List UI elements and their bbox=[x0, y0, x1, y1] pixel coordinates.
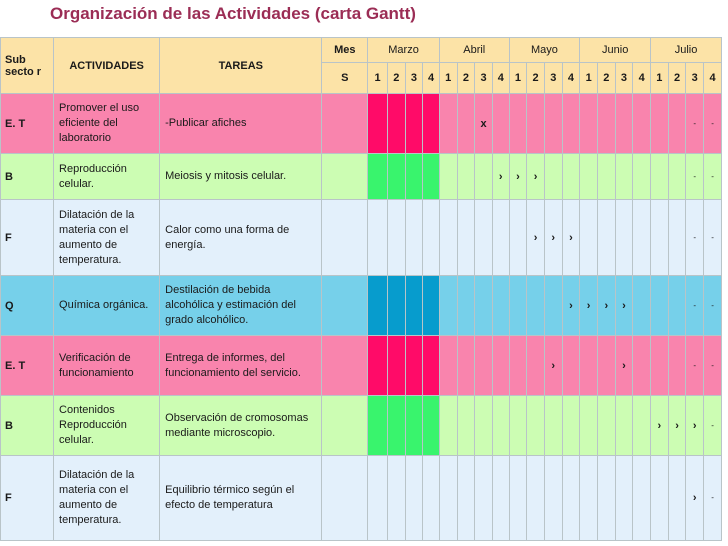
week-cell bbox=[633, 456, 651, 541]
week-cell bbox=[562, 336, 580, 396]
week-cell bbox=[423, 456, 440, 541]
week-cell bbox=[405, 154, 423, 200]
week-mark: - bbox=[686, 94, 704, 154]
week-mark: › bbox=[544, 336, 562, 396]
week-mark: - bbox=[686, 200, 704, 276]
week-cell bbox=[439, 276, 457, 336]
week-cell bbox=[492, 456, 509, 541]
week-mark: › bbox=[562, 276, 580, 336]
header-week: 4 bbox=[492, 63, 509, 94]
week-cell bbox=[509, 200, 527, 276]
week-mark: › bbox=[492, 154, 509, 200]
week-cell bbox=[651, 276, 669, 336]
row-tarea: -Publicar afiches bbox=[160, 94, 322, 154]
header-week: 3 bbox=[544, 63, 562, 94]
week-mark: › bbox=[651, 396, 669, 456]
week-mark: › bbox=[527, 200, 545, 276]
row-actividad: Química orgánica. bbox=[54, 276, 160, 336]
gantt-table bbox=[0, 37, 722, 541]
row-subsector: F bbox=[1, 456, 54, 541]
week-mark: › bbox=[562, 200, 580, 276]
week-cell bbox=[423, 396, 440, 456]
row-subsector: E. T bbox=[1, 94, 54, 154]
week-mark: - bbox=[686, 276, 704, 336]
header-actividades: ACTIVIDADES bbox=[54, 38, 160, 94]
week-cell bbox=[439, 94, 457, 154]
week-cell bbox=[597, 200, 615, 276]
week-cell bbox=[651, 456, 669, 541]
header-tareas: TAREAS bbox=[160, 38, 322, 94]
week-cell bbox=[387, 276, 405, 336]
header-week: 4 bbox=[704, 63, 722, 94]
row-actividad: Dilatación de la materia con el aumento de temperatura. bbox=[54, 456, 160, 541]
row-mes-cell bbox=[322, 336, 368, 396]
table-row bbox=[1, 94, 722, 154]
week-cell bbox=[668, 276, 686, 336]
week-cell bbox=[439, 456, 457, 541]
row-mes-cell bbox=[322, 456, 368, 541]
header-week: 4 bbox=[633, 63, 651, 94]
row-subsector: B bbox=[1, 154, 54, 200]
row-tarea: Equilibrio térmico según el efecto de temperatura bbox=[160, 456, 322, 541]
week-cell bbox=[633, 336, 651, 396]
week-cell bbox=[475, 200, 493, 276]
week-cell bbox=[615, 200, 633, 276]
week-cell bbox=[457, 154, 475, 200]
header-week: 3 bbox=[686, 63, 704, 94]
week-cell bbox=[562, 396, 580, 456]
row-tarea: Calor como una forma de energía. bbox=[160, 200, 322, 276]
week-cell bbox=[668, 336, 686, 396]
week-mark: - bbox=[704, 336, 722, 396]
week-cell bbox=[562, 154, 580, 200]
week-mark: › bbox=[615, 276, 633, 336]
gantt-body bbox=[1, 38, 722, 541]
week-cell bbox=[368, 456, 388, 541]
header-week: 1 bbox=[651, 63, 669, 94]
week-cell bbox=[544, 396, 562, 456]
week-cell bbox=[423, 200, 440, 276]
week-cell bbox=[668, 200, 686, 276]
header-week: 2 bbox=[387, 63, 405, 94]
week-cell bbox=[457, 94, 475, 154]
week-cell bbox=[527, 94, 545, 154]
row-subsector: E. T bbox=[1, 336, 54, 396]
week-cell bbox=[562, 456, 580, 541]
header-month-junio: Junio bbox=[580, 38, 651, 63]
week-cell bbox=[509, 276, 527, 336]
week-cell bbox=[580, 336, 598, 396]
week-cell bbox=[475, 276, 493, 336]
week-cell bbox=[668, 456, 686, 541]
header-week: 2 bbox=[668, 63, 686, 94]
row-actividad: Verificación de funcionamiento bbox=[54, 336, 160, 396]
week-cell bbox=[580, 94, 598, 154]
header-month-marzo: Marzo bbox=[368, 38, 440, 63]
header-week: 2 bbox=[457, 63, 475, 94]
week-mark: - bbox=[704, 456, 722, 541]
week-cell bbox=[387, 336, 405, 396]
header-mes: Mes bbox=[322, 38, 368, 63]
week-cell bbox=[492, 336, 509, 396]
week-cell bbox=[580, 200, 598, 276]
week-mark: - bbox=[704, 396, 722, 456]
week-mark: › bbox=[686, 456, 704, 541]
week-cell bbox=[527, 456, 545, 541]
week-cell bbox=[668, 94, 686, 154]
week-cell bbox=[387, 154, 405, 200]
week-cell bbox=[387, 456, 405, 541]
header-subsector: Sub secto r bbox=[1, 38, 54, 94]
page-title: Organización de las Actividades (carta Gantt) bbox=[50, 4, 416, 23]
week-cell bbox=[633, 276, 651, 336]
row-mes-cell bbox=[322, 200, 368, 276]
week-cell bbox=[597, 336, 615, 396]
week-cell bbox=[633, 154, 651, 200]
week-cell bbox=[457, 456, 475, 541]
week-cell bbox=[457, 396, 475, 456]
week-cell bbox=[387, 396, 405, 456]
week-cell bbox=[405, 200, 423, 276]
row-actividad: Reproducción celular. bbox=[54, 154, 160, 200]
week-mark: - bbox=[686, 154, 704, 200]
week-cell bbox=[509, 456, 527, 541]
week-cell bbox=[475, 336, 493, 396]
week-cell bbox=[405, 456, 423, 541]
week-cell bbox=[492, 94, 509, 154]
row-tarea: Observación de cromosomas mediante microscopio. bbox=[160, 396, 322, 456]
week-mark: - bbox=[704, 154, 722, 200]
row-mes-cell bbox=[322, 396, 368, 456]
week-cell bbox=[368, 336, 388, 396]
week-cell bbox=[527, 276, 545, 336]
week-cell bbox=[527, 336, 545, 396]
header-week: 2 bbox=[527, 63, 545, 94]
table-row bbox=[1, 154, 722, 200]
week-cell bbox=[615, 94, 633, 154]
week-cell bbox=[387, 94, 405, 154]
week-cell bbox=[544, 94, 562, 154]
week-cell bbox=[368, 154, 388, 200]
week-cell bbox=[492, 276, 509, 336]
row-actividad: Dilatación de la materia con el aumento de temperatura. bbox=[54, 200, 160, 276]
week-cell bbox=[615, 154, 633, 200]
row-actividad: Promover el uso eficiente del laboratorio bbox=[54, 94, 160, 154]
week-cell bbox=[580, 154, 598, 200]
header-month-julio: Julio bbox=[651, 38, 722, 63]
header-s: S bbox=[322, 63, 368, 94]
row-subsector: Q bbox=[1, 276, 54, 336]
week-cell bbox=[509, 94, 527, 154]
week-cell bbox=[633, 94, 651, 154]
header-week: 3 bbox=[615, 63, 633, 94]
week-cell bbox=[597, 456, 615, 541]
week-cell bbox=[475, 154, 493, 200]
week-cell bbox=[439, 154, 457, 200]
week-cell bbox=[439, 200, 457, 276]
row-mes-cell bbox=[322, 276, 368, 336]
week-mark: - bbox=[704, 200, 722, 276]
row-subsector: F bbox=[1, 200, 54, 276]
week-cell bbox=[633, 200, 651, 276]
week-cell bbox=[544, 456, 562, 541]
week-mark: › bbox=[668, 396, 686, 456]
table-row bbox=[1, 456, 722, 541]
week-cell bbox=[651, 336, 669, 396]
week-cell bbox=[423, 94, 440, 154]
week-cell bbox=[387, 200, 405, 276]
week-cell bbox=[597, 396, 615, 456]
week-cell bbox=[633, 396, 651, 456]
row-tarea: Entrega de informes, del funcionamiento del servicio. bbox=[160, 336, 322, 396]
week-cell bbox=[405, 336, 423, 396]
row-mes-cell bbox=[322, 154, 368, 200]
row-actividad: Contenidos Reproducción celular. bbox=[54, 396, 160, 456]
week-cell bbox=[475, 396, 493, 456]
week-cell bbox=[405, 94, 423, 154]
table-row bbox=[1, 276, 722, 336]
week-cell bbox=[492, 396, 509, 456]
header-week: 4 bbox=[562, 63, 580, 94]
week-cell bbox=[651, 94, 669, 154]
header-month-abril: Abril bbox=[439, 38, 509, 63]
week-cell bbox=[597, 94, 615, 154]
week-cell bbox=[651, 200, 669, 276]
row-tarea: Destilación de bebida alcohólica y estimación del grado alcohólico. bbox=[160, 276, 322, 336]
week-mark: - bbox=[686, 336, 704, 396]
week-cell bbox=[457, 200, 475, 276]
week-cell bbox=[651, 154, 669, 200]
header-month-mayo: Mayo bbox=[509, 38, 580, 63]
week-cell bbox=[615, 396, 633, 456]
week-mark: - bbox=[704, 94, 722, 154]
week-cell bbox=[544, 276, 562, 336]
week-cell bbox=[457, 276, 475, 336]
week-cell bbox=[439, 336, 457, 396]
week-cell bbox=[562, 94, 580, 154]
week-cell bbox=[423, 336, 440, 396]
week-cell bbox=[544, 154, 562, 200]
week-cell bbox=[368, 396, 388, 456]
week-mark: › bbox=[615, 336, 633, 396]
week-mark: - bbox=[704, 276, 722, 336]
week-mark: › bbox=[509, 154, 527, 200]
header-week: 1 bbox=[580, 63, 598, 94]
table-row bbox=[1, 200, 722, 276]
week-cell bbox=[597, 154, 615, 200]
row-mes-cell bbox=[322, 94, 368, 154]
row-subsector: B bbox=[1, 396, 54, 456]
week-cell bbox=[423, 154, 440, 200]
week-cell bbox=[668, 154, 686, 200]
week-cell bbox=[580, 396, 598, 456]
week-cell bbox=[405, 276, 423, 336]
week-mark: › bbox=[686, 396, 704, 456]
week-cell bbox=[405, 396, 423, 456]
table-row bbox=[1, 336, 722, 396]
header-week: 3 bbox=[475, 63, 493, 94]
table-row bbox=[1, 396, 722, 456]
header-week: 2 bbox=[597, 63, 615, 94]
row-tarea: Meiosis y mitosis celular. bbox=[160, 154, 322, 200]
header-week: 1 bbox=[368, 63, 388, 94]
header-row-months bbox=[1, 38, 722, 63]
week-cell bbox=[492, 200, 509, 276]
header-week: 1 bbox=[509, 63, 527, 94]
week-mark: › bbox=[597, 276, 615, 336]
week-cell bbox=[457, 336, 475, 396]
week-mark: › bbox=[527, 154, 545, 200]
header-week: 4 bbox=[423, 63, 440, 94]
week-mark: x bbox=[475, 94, 493, 154]
week-cell bbox=[615, 456, 633, 541]
header-week: 3 bbox=[405, 63, 423, 94]
week-cell bbox=[580, 456, 598, 541]
week-mark: › bbox=[544, 200, 562, 276]
week-cell bbox=[368, 94, 388, 154]
week-cell bbox=[423, 276, 440, 336]
week-cell bbox=[509, 396, 527, 456]
week-cell bbox=[368, 276, 388, 336]
week-cell bbox=[509, 336, 527, 396]
week-mark: › bbox=[580, 276, 598, 336]
week-cell bbox=[368, 200, 388, 276]
header-week: 1 bbox=[439, 63, 457, 94]
week-cell bbox=[475, 456, 493, 541]
week-cell bbox=[439, 396, 457, 456]
week-cell bbox=[527, 396, 545, 456]
